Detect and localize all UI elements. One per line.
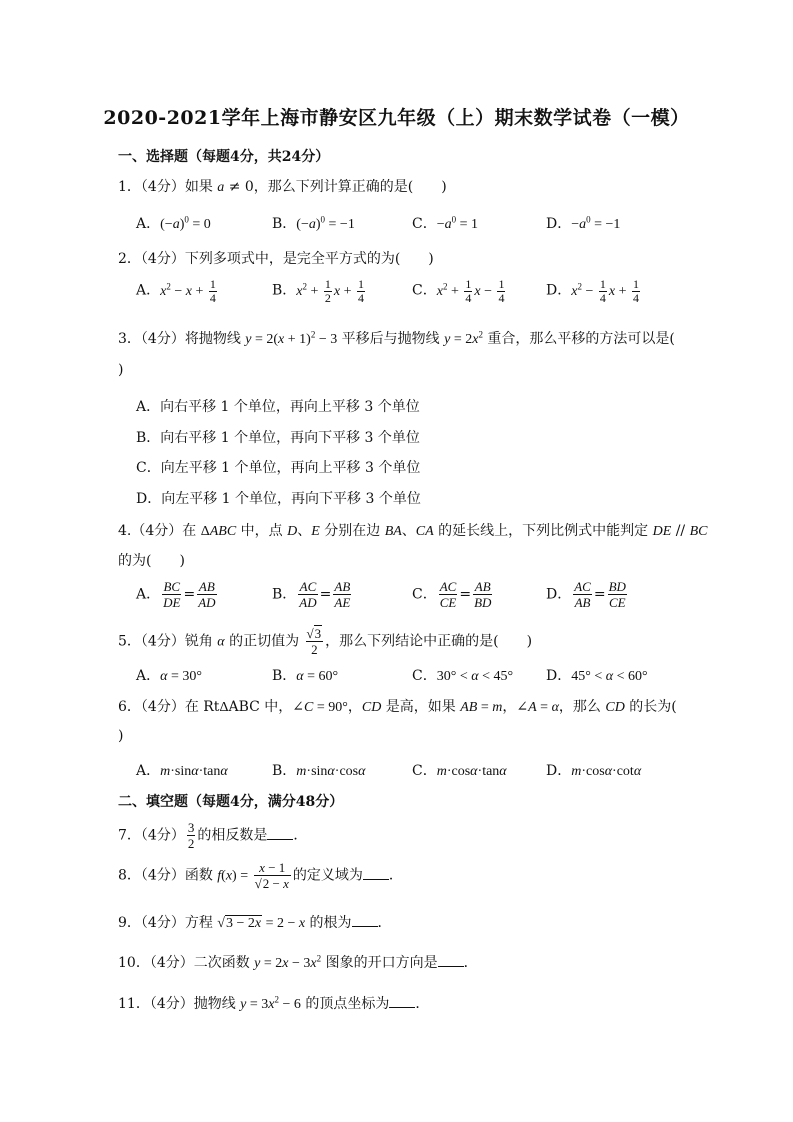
question-4-option-d: D． $\frac{AC}{AB}$ = $\frac{BD}{CE}$ [546,579,626,610]
question-3-option-a: A．向右平移 1 个单位，再向上平移 3 个单位 [136,399,420,415]
question-10: 10．（4分）二次函数 $y = 2x - 3x^2$ 图象的开口方向是 ． [118,953,478,971]
question-1-option-b: B．$(-a)^0 = -1$ [272,214,355,232]
question-5-option-c: C．30° < α < 45° [412,668,514,684]
question-8: 8．（4分）函数 f(x) = $\frac{x - 1}{√2 - x}$ 的定义域为 ． [118,860,403,891]
question-4-stem-cont: 的为( ) [118,553,185,569]
question-4-option-c: C． $\frac{AC}{CE}$ = $\frac{AB}{BD}$ [412,579,492,610]
question-6-option-a: A．m·sinα·tanα [136,763,228,779]
question-3-stem: 3．（4分）将抛物线 $y = 2(x + 1)^2 - 3$ 平移后与抛物线 $y = 2x^2$ 重合，那么平移的方法可以是( [118,329,675,347]
question-3-option-c: C．向左平移 1 个单位，再向上平移 3 个单位 [136,460,421,476]
question-6-stem-cont: ) [118,728,124,744]
question-1-option-d: D．$-a^0 = -1$ [546,214,621,232]
question-6-option-d: D．m·cosα·cotα [546,763,642,779]
question-3-option-d: D．向左平移 1 个单位，再向下平移 3 个单位 [136,491,421,507]
question-6-stem: 6．（4分）在 RtΔABC 中，∠C = 90°，CD 是高，如果 AB = m，∠A = α，那么 CD 的长为( [118,699,677,715]
question-6-option-c: C．m·cosα·tanα [412,763,507,779]
question-5-option-a: A．α = 30° [136,668,202,684]
question-5-option-d: D．45° < α < 60° [546,668,648,684]
question-3-option-b: B．向右平移 1 个单位，再向下平移 3 个单位 [136,430,420,446]
question-2-stem: 2．（4分）下列多项式中，是完全平方式的为( ) [118,251,434,267]
question-2-option-c: C．$x^2$ + $\frac{1}{4}$ x − $\frac{1}{4}$ [412,277,505,305]
section-heading-choice: 一、选择题（每题4分，共24分） [118,149,330,165]
page-title: 2020-2021学年上海市静安区九年级（上）期末数学试卷（一模） [103,107,690,129]
question-4-stem: 4.（4分）在 ΔABC 中，点 D、E 分别在边 BA、CA 的延长线上，下列比例式中能判定 DE // BC [118,523,708,539]
question-7: 7．（4分） $\frac{3}{2}$ 的相反数是 ． [118,820,308,851]
question-4-option-b: B． $\frac{AC}{AD}$ = $\frac{AB}{AE}$ [272,579,351,610]
question-3-stem-cont: ) [118,362,124,378]
question-5-stem: 5．（4分）锐角 α 的正切值为 $\frac{√3}{2}$ ，那么下列结论中正确的是( ) [118,626,533,657]
question-1-stem: 1．（4分）如果 a ≠ 0，那么下列计算正确的是( ) [118,179,447,195]
question-11: 11．（4分）抛物线 $y = 3x^2 - 6$ 的顶点坐标为 ． [118,994,430,1012]
question-2-option-d: D．$x^2$ − $\frac{1}{4}$ x + $\frac{1}{4}$ [546,277,639,305]
question-4-option-a: A． $\frac{BC}{DE}$ = $\frac{AB}{AD}$ [136,579,216,610]
question-2-option-b: B．$x^2$ + $\frac{1}{2}$ x + $\frac{1}{4}$ [272,277,365,305]
section-heading-fill: 二、填空题（每题4分，满分48分） [118,794,344,810]
question-6-option-b: B．m·sinα·cosα [272,763,366,779]
question-5-option-b: B．α = 60° [272,668,339,684]
question-1-option-c: C．$-a^0 = 1$ [412,214,479,232]
question-1-option-a: A．$(-a)^0 = 0$ [136,214,211,232]
question-2-option-a: A．$x^2 - x$ + $\frac{1}{4}$ [136,277,216,305]
question-9: 9．（4分）方程 √3 − 2x = 2 − x 的根为 ． [118,915,392,931]
